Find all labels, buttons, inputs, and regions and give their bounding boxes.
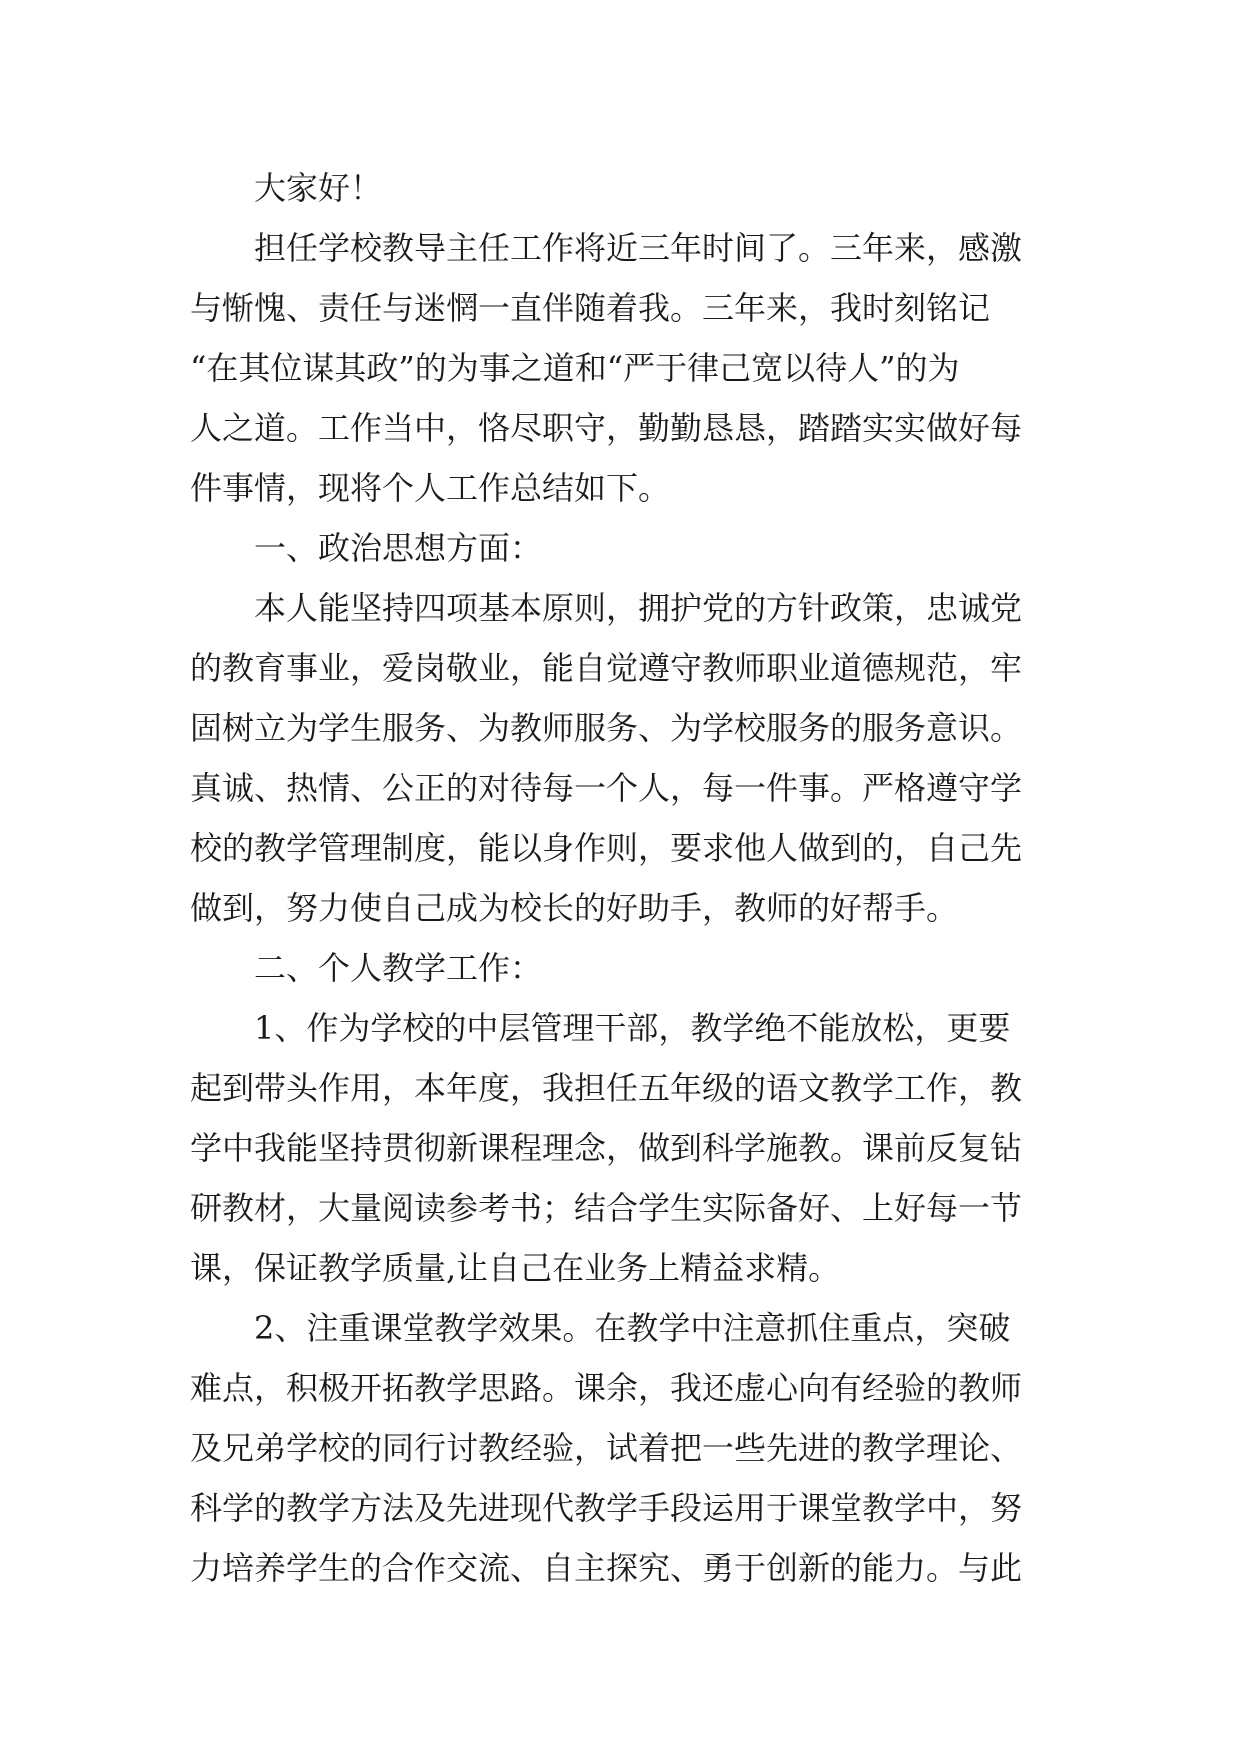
paragraph-line: 与惭愧、责任与迷惘一直伴随着我。三年来，我时刻铭记	[190, 289, 991, 327]
paragraph-line: 校的教学管理制度，能以身作则，要求他人做到的，自己先	[190, 829, 1023, 867]
paragraph-line: 固树立为学生服务、为教师服务、为学校服务的服务意识。	[190, 709, 1023, 747]
paragraph-line: 科学的教学方法及先进现代教学手段运用于课堂教学中，努	[190, 1489, 1023, 1527]
paragraph-line: 担任学校教导主任工作将近三年时间了。三年来，感激	[254, 229, 1023, 267]
section-heading: 二、个人教学工作：	[254, 949, 543, 987]
paragraph-line: “在其位谋其政”的为事之道和“严于律己宽以待人”的为	[190, 349, 960, 387]
paragraph-line: 本人能坚持四项基本原则，拥护党的方针政策，忠诚党	[254, 589, 1023, 627]
paragraph-line: 2、注重课堂教学效果。在教学中注意抓住重点，突破	[254, 1309, 1011, 1347]
paragraph-line: 课，保证教学质量,让自己在业务上精益求精。	[190, 1249, 841, 1287]
paragraph-line: 1、作为学校的中层管理干部，教学绝不能放松，更要	[254, 1009, 1011, 1047]
paragraph-line: 人之道。工作当中，恪尽职守，勤勤恳恳，踏踏实实做好每	[190, 409, 1023, 447]
document-body	[190, 158, 1050, 1598]
paragraph-line: 学中我能坚持贯彻新课程理念，做到科学施教。课前反复钻	[190, 1129, 1023, 1167]
paragraph-line: 件事情，现将个人工作总结如下。	[190, 469, 671, 507]
paragraph-line: 真诚、热情、公正的对待每一个人，每一件事。严格遵守学	[190, 769, 1023, 807]
paragraph-line: 及兄弟学校的同行讨教经验，试着把一些先进的教学理论、	[190, 1429, 1023, 1467]
paragraph-line: 研教材，大量阅读参考书；结合学生实际备好、上好每一节	[190, 1189, 1023, 1227]
paragraph-line: 力培养学生的合作交流、自主探究、勇于创新的能力。与此	[190, 1549, 1023, 1587]
paragraph-line: 的教育事业，爱岗敬业，能自觉遵守教师职业道德规范，牢	[190, 649, 1023, 687]
paragraph-line: 做到，努力使自己成为校长的好助手，教师的好帮手。	[190, 889, 959, 927]
greeting-line: 大家好！	[254, 169, 383, 207]
paragraph-line: 起到带头作用，本年度，我担任五年级的语文教学工作，教	[190, 1069, 1023, 1107]
section-heading: 一、政治思想方面：	[254, 529, 543, 567]
paragraph-line: 难点，积极开拓教学思路。课余，我还虚心向有经验的教师	[190, 1369, 1023, 1407]
